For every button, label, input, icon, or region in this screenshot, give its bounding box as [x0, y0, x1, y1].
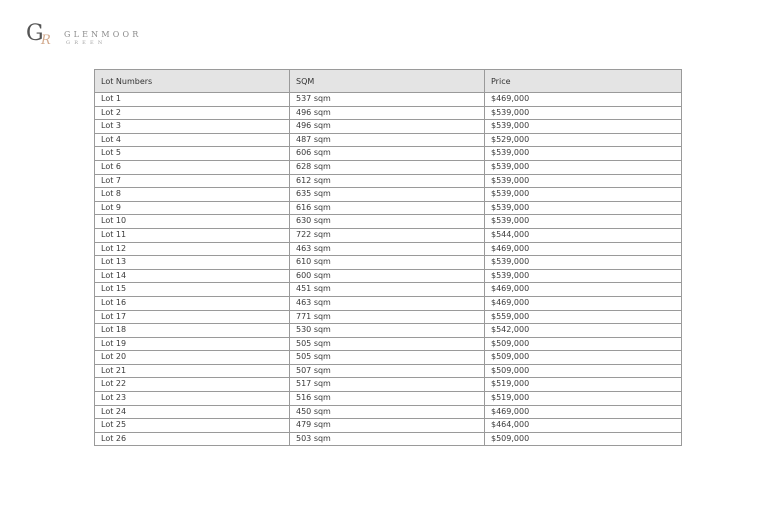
table-row [95, 269, 682, 283]
sqm-cell: 505 sqm [290, 337, 485, 351]
lot-number-cell: Lot 22 [95, 378, 290, 392]
logo-wordmark [64, 31, 141, 46]
lot-number-cell: Lot 16 [95, 296, 290, 310]
lot-number-cell: Lot 7 [95, 174, 290, 188]
table-row [95, 106, 682, 120]
price-cell: $519,000 [485, 392, 682, 406]
lot-number-cell: Lot 12 [95, 242, 290, 256]
table-row [95, 351, 682, 365]
table-row [95, 147, 682, 161]
price-cell: $509,000 [485, 432, 682, 446]
table-row [95, 337, 682, 351]
sqm-cell: 635 sqm [290, 188, 485, 202]
lot-number-cell: Lot 2 [95, 106, 290, 120]
sqm-cell: 600 sqm [290, 269, 485, 283]
lot-number-cell: Lot 25 [95, 419, 290, 433]
table-row [95, 378, 682, 392]
table-row [95, 242, 682, 256]
price-cell: $469,000 [485, 296, 682, 310]
price-cell: $469,000 [485, 93, 682, 107]
sqm-cell: 612 sqm [290, 174, 485, 188]
table-body [95, 93, 682, 446]
table-row [95, 215, 682, 229]
price-cell: $539,000 [485, 106, 682, 120]
price-cell: $539,000 [485, 160, 682, 174]
price-cell: $509,000 [485, 337, 682, 351]
lot-number-cell: Lot 8 [95, 188, 290, 202]
logo-mark-accent: R [41, 33, 51, 48]
table-row [95, 324, 682, 338]
table-header-row [95, 70, 682, 93]
table-row [95, 310, 682, 324]
price-cell: $469,000 [485, 405, 682, 419]
lot-number-cell: Lot 18 [95, 324, 290, 338]
sqm-cell: 496 sqm [290, 120, 485, 134]
lot-number-cell: Lot 11 [95, 228, 290, 242]
lot-number-cell: Lot 4 [95, 133, 290, 147]
lot-number-cell: Lot 21 [95, 364, 290, 378]
table-row [95, 432, 682, 446]
price-cell: $542,000 [485, 324, 682, 338]
logo-mark [26, 21, 62, 50]
price-cell: $529,000 [485, 133, 682, 147]
table-row [95, 405, 682, 419]
sqm-cell: 628 sqm [290, 160, 485, 174]
price-cell: $539,000 [485, 215, 682, 229]
lot-number-cell: Lot 9 [95, 201, 290, 215]
sqm-cell: 771 sqm [290, 310, 485, 324]
sqm-cell: 530 sqm [290, 324, 485, 338]
sqm-cell: 450 sqm [290, 405, 485, 419]
glenmoor-green-logo [26, 21, 142, 50]
lot-number-cell: Lot 3 [95, 120, 290, 134]
price-cell: $539,000 [485, 174, 682, 188]
table-row [95, 419, 682, 433]
lot-number-cell: Lot 15 [95, 283, 290, 297]
price-cell: $544,000 [485, 228, 682, 242]
price-cell: $509,000 [485, 364, 682, 378]
table-row [95, 228, 682, 242]
table-row [95, 296, 682, 310]
sqm-cell: 496 sqm [290, 106, 485, 120]
price-cell: $464,000 [485, 419, 682, 433]
lot-number-cell: Lot 14 [95, 269, 290, 283]
header-sqm: SQM [290, 70, 485, 93]
sqm-cell: 630 sqm [290, 215, 485, 229]
table-row [95, 283, 682, 297]
lot-number-cell: Lot 6 [95, 160, 290, 174]
lot-number-cell: Lot 26 [95, 432, 290, 446]
sqm-cell: 479 sqm [290, 419, 485, 433]
table-row [95, 160, 682, 174]
sqm-cell: 516 sqm [290, 392, 485, 406]
sqm-cell: 517 sqm [290, 378, 485, 392]
table-row [95, 93, 682, 107]
sqm-cell: 451 sqm [290, 283, 485, 297]
table-row [95, 120, 682, 134]
lot-price-table [94, 69, 682, 446]
price-cell: $539,000 [485, 269, 682, 283]
table-row [95, 174, 682, 188]
lot-number-cell: Lot 19 [95, 337, 290, 351]
header-lot-numbers: Lot Numbers [95, 70, 290, 93]
sqm-cell: 463 sqm [290, 242, 485, 256]
lot-number-cell: Lot 5 [95, 147, 290, 161]
sqm-cell: 616 sqm [290, 201, 485, 215]
sqm-cell: 463 sqm [290, 296, 485, 310]
table-row [95, 256, 682, 270]
lot-number-cell: Lot 20 [95, 351, 290, 365]
logo-mark-g: G [26, 21, 44, 46]
sqm-cell: 507 sqm [290, 364, 485, 378]
price-cell: $539,000 [485, 147, 682, 161]
logo-sub: GREEN [66, 39, 107, 46]
lot-number-cell: Lot 1 [95, 93, 290, 107]
sqm-cell: 610 sqm [290, 256, 485, 270]
table-row [95, 392, 682, 406]
price-cell: $519,000 [485, 378, 682, 392]
sqm-cell: 487 sqm [290, 133, 485, 147]
price-cell: $469,000 [485, 283, 682, 297]
price-cell: $469,000 [485, 242, 682, 256]
sqm-cell: 722 sqm [290, 228, 485, 242]
table-row [95, 133, 682, 147]
lot-number-cell: Lot 24 [95, 405, 290, 419]
price-cell: $539,000 [485, 188, 682, 202]
price-cell: $539,000 [485, 201, 682, 215]
sqm-cell: 503 sqm [290, 432, 485, 446]
lot-number-cell: Lot 10 [95, 215, 290, 229]
table-row [95, 364, 682, 378]
price-cell: $509,000 [485, 351, 682, 365]
price-cell: $539,000 [485, 256, 682, 270]
sqm-cell: 606 sqm [290, 147, 485, 161]
lot-number-cell: Lot 13 [95, 256, 290, 270]
lot-number-cell: Lot 17 [95, 310, 290, 324]
table-row [95, 188, 682, 202]
sqm-cell: 505 sqm [290, 351, 485, 365]
logo-name: GLENMOOR [64, 29, 142, 39]
lot-number-cell: Lot 23 [95, 392, 290, 406]
sqm-cell: 537 sqm [290, 93, 485, 107]
header-price: Price [485, 70, 682, 93]
price-cell: $539,000 [485, 120, 682, 134]
price-cell: $559,000 [485, 310, 682, 324]
table-row [95, 201, 682, 215]
